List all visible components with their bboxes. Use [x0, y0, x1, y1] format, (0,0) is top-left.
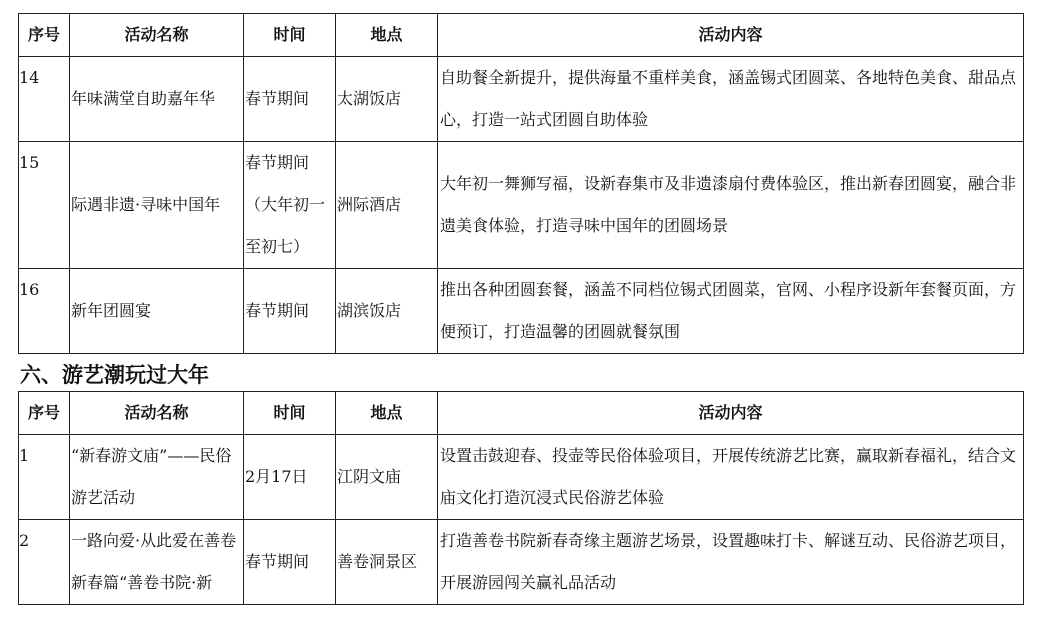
row-num: 14 — [19, 57, 70, 142]
row-place: 善卷洞景区 — [336, 520, 438, 605]
row-name: 一路向爱·从此爱在善卷新春篇“善卷书院·新 — [70, 520, 244, 605]
row-time: 春节期间 — [244, 520, 336, 605]
activities-table-dining — [18, 13, 1024, 354]
row-name: 新年团圆宴 — [70, 269, 244, 354]
header-num: 序号 — [19, 14, 70, 57]
header-time: 时间 — [244, 14, 336, 57]
row-content: 设置击鼓迎春、投壶等民俗体验项目，开展传统游艺比赛，赢取新春福礼，结合文庙文化打造沉浸式民俗游艺体验 — [438, 435, 1024, 520]
header-name: 活动名称 — [70, 14, 244, 57]
row-place: 湖滨饭店 — [336, 269, 438, 354]
header-num: 序号 — [19, 392, 70, 435]
header-name: 活动名称 — [70, 392, 244, 435]
row-place: 洲际酒店 — [336, 142, 438, 269]
table-row — [19, 142, 1024, 269]
row-name: “新春游文庙”——民俗游艺活动 — [70, 435, 244, 520]
header-place: 地点 — [336, 392, 438, 435]
table-header-row — [19, 14, 1024, 57]
table-row — [19, 57, 1024, 142]
row-num: 15 — [19, 142, 70, 269]
table-header-row — [19, 392, 1024, 435]
row-num: 16 — [19, 269, 70, 354]
header-content: 活动内容 — [438, 392, 1024, 435]
table-row — [19, 435, 1024, 520]
row-time: 春节期间 — [244, 57, 336, 142]
row-time: 2月17日 — [244, 435, 336, 520]
row-name: 际遇非遗·寻味中国年 — [70, 142, 244, 269]
row-content: 打造善卷书院新春奇缘主题游艺场景，设置趣味打卡、解谜互动、民俗游艺项目，开展游园闯关赢礼品活动 — [438, 520, 1024, 605]
row-content: 自助餐全新提升，提供海量不重样美食，涵盖锡式团圆菜、各地特色美食、甜品点心，打造一站式团圆自助体验 — [438, 57, 1024, 142]
row-content: 大年初一舞狮写福，设新春集市及非遗漆扇付费体验区，推出新春团圆宴，融合非遗美食体验，打造寻味中国年的团圆场景 — [438, 142, 1024, 269]
row-place: 太湖饭店 — [336, 57, 438, 142]
row-time: 春节期间 — [244, 269, 336, 354]
row-place: 江阴文庙 — [336, 435, 438, 520]
row-time: 春节期间（大年初一至初七） — [244, 142, 336, 269]
row-num: 1 — [19, 435, 70, 520]
row-num: 2 — [19, 520, 70, 605]
row-name: 年味满堂自助嘉年华 — [70, 57, 244, 142]
header-content: 活动内容 — [438, 14, 1024, 57]
row-content: 推出各种团圆套餐，涵盖不同档位锡式团圆菜，官网、小程序设新年套餐页面，方便预订，打造温馨的团圆就餐氛围 — [438, 269, 1024, 354]
section-title: 六、游艺潮玩过大年 — [20, 363, 209, 387]
header-time: 时间 — [244, 392, 336, 435]
table-row — [19, 520, 1024, 605]
activities-table-games — [18, 391, 1024, 605]
header-place: 地点 — [336, 14, 438, 57]
table-row — [19, 269, 1024, 354]
